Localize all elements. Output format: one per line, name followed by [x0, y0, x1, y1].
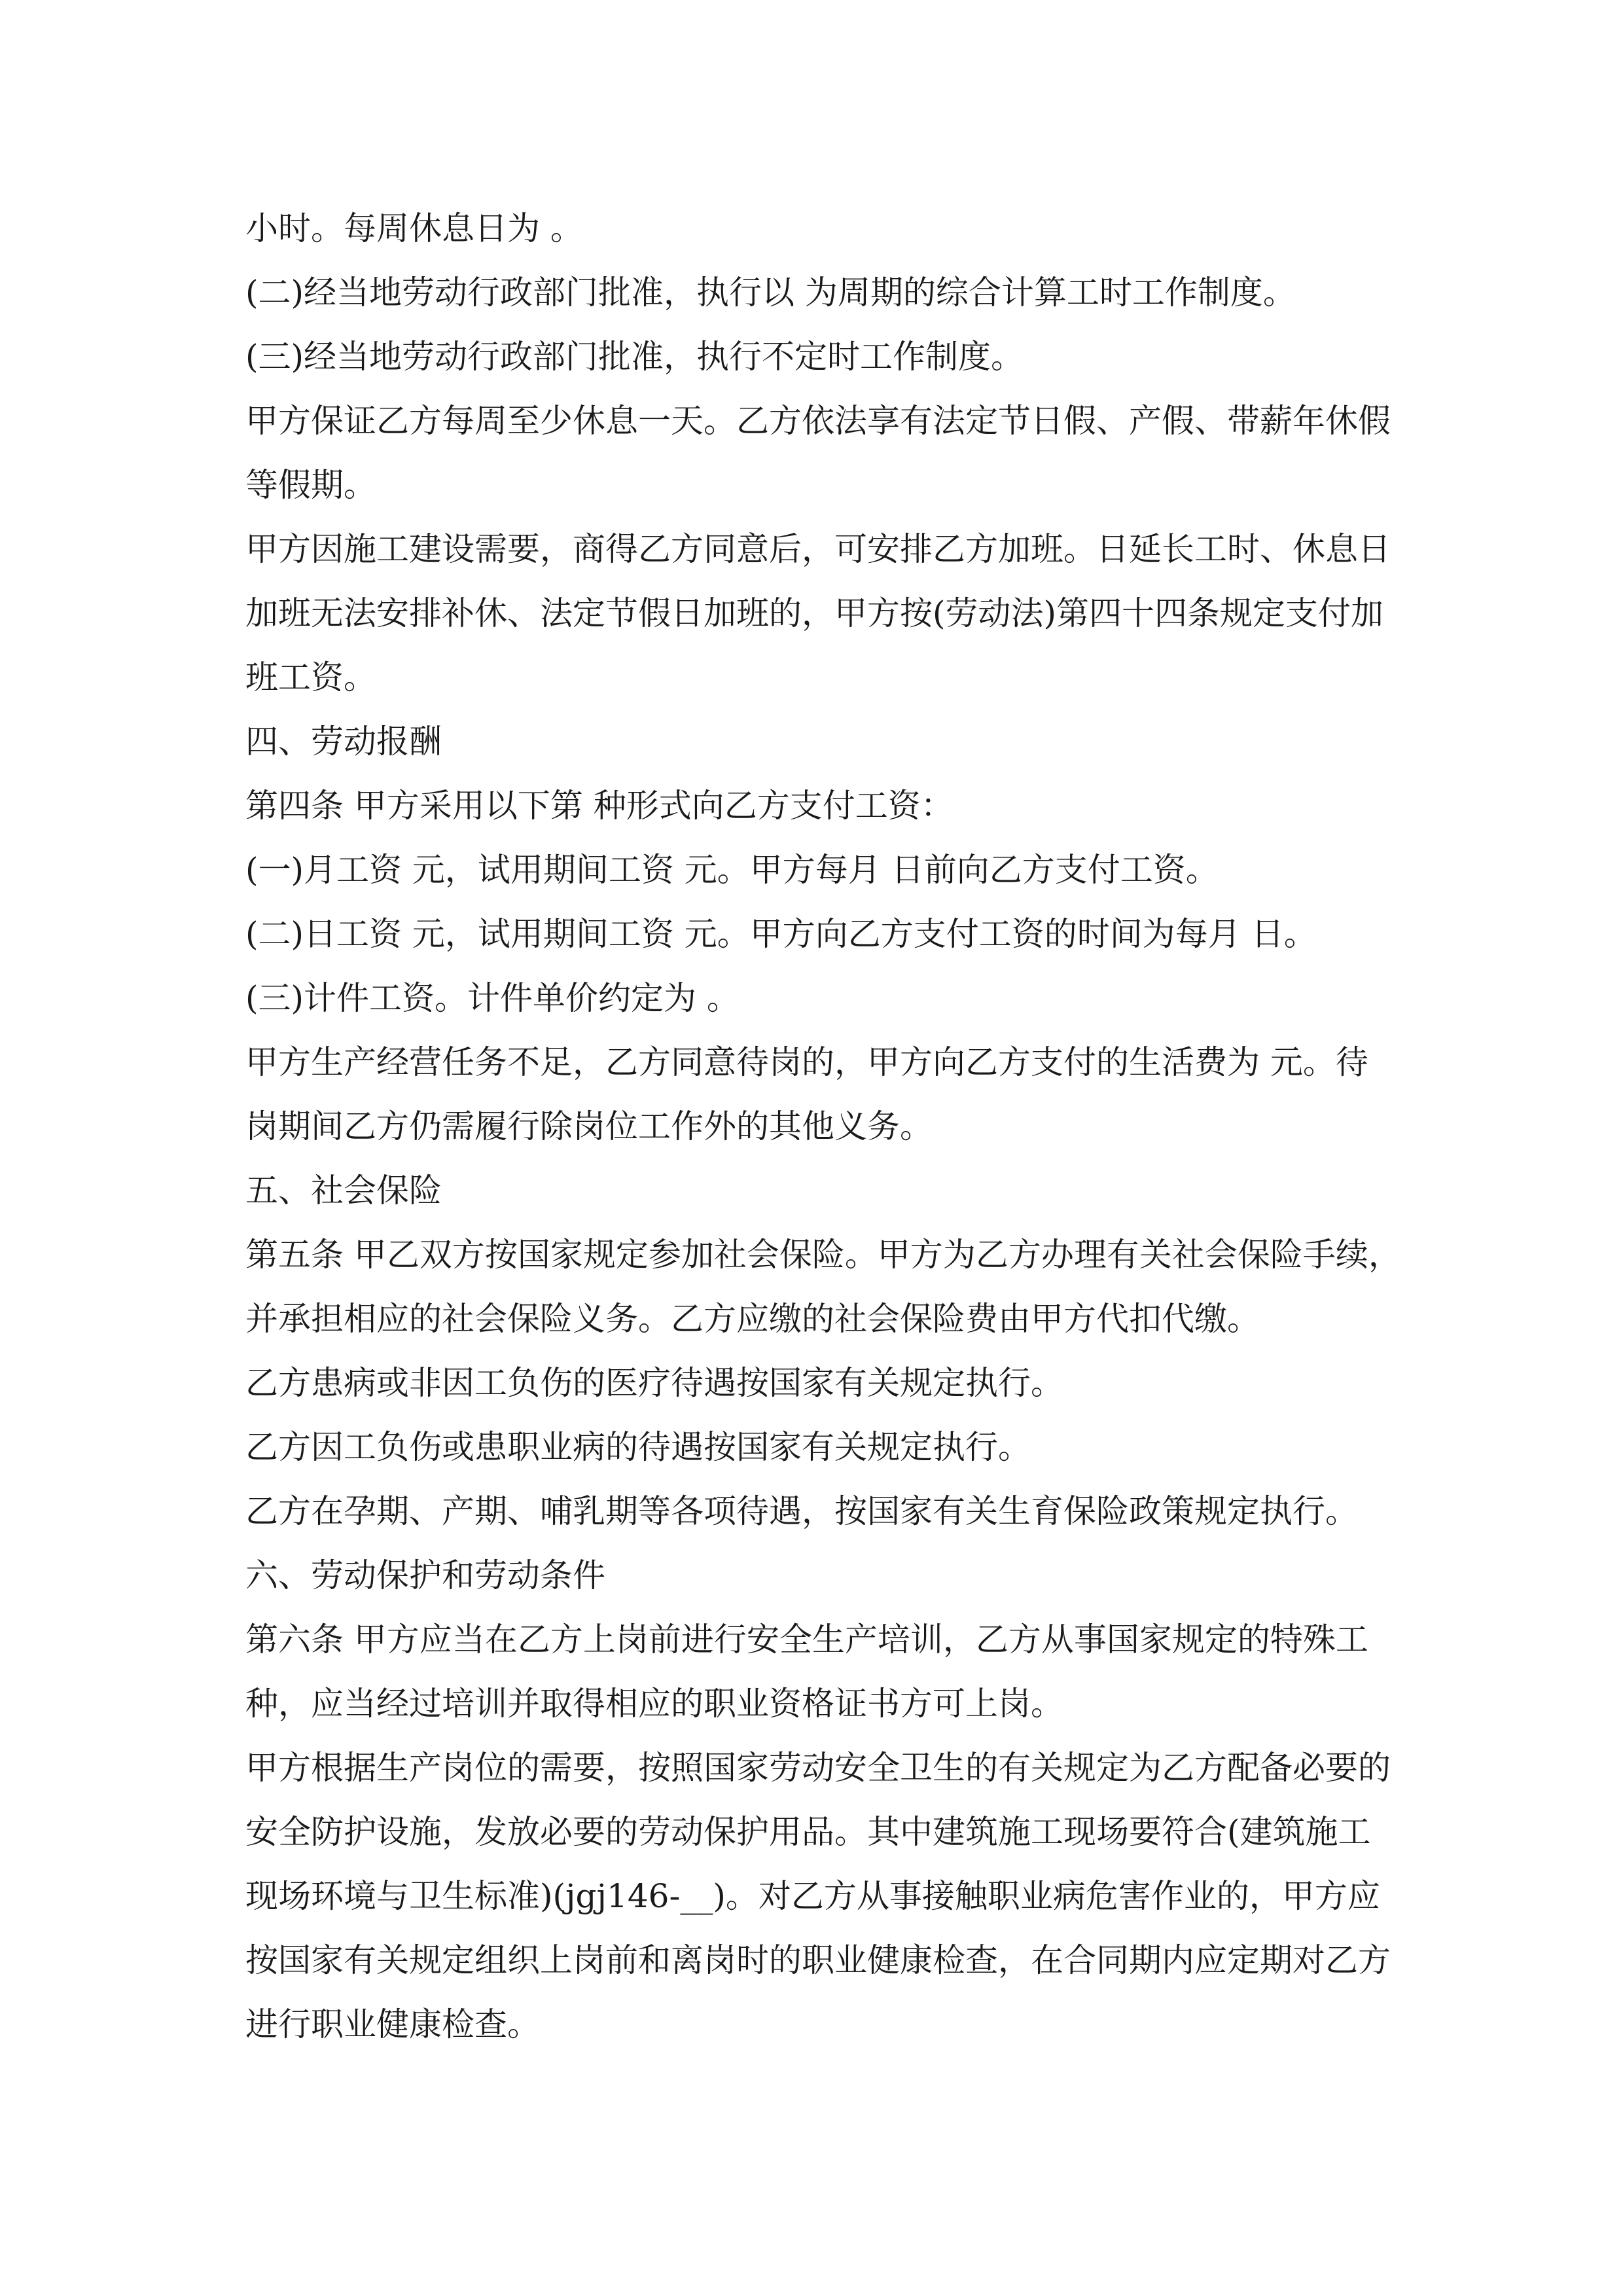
text-line: 第四条 甲方采用以下第 种形式向乙方支付工资： [245, 787, 954, 825]
document-body [245, 196, 1401, 2056]
text-line: (二)日工资 元，试用期间工资 元。甲方向乙方支付工资的时间为每月 日。 [245, 915, 1317, 953]
text-line: (三)经当地劳动行政部门批准，执行不定时工作制度。 [245, 338, 1024, 376]
text-line: 乙方在孕期、产期、哺乳期等各项待遇，按国家有关生育保险政策规定执行。 [245, 1492, 1358, 1530]
text-line: 等假期。 [245, 466, 376, 504]
section-heading: 四、劳动报酬 [245, 723, 442, 761]
text-line: 安全防护设施，发放必要的劳动保护用品。其中建筑施工现场要符合(建筑施工 [245, 1813, 1371, 1851]
text-line: 按国家有关规定组织上岗前和离岗时的职业健康检查，在合同期内应定期对乙方 [245, 1941, 1391, 1979]
text-line: (一)月工资 元，试用期间工资 元。甲方每月 日前向乙方支付工资。 [245, 851, 1219, 889]
text-line: 乙方患病或非因工负伤的医疗待遇按国家有关规定执行。 [245, 1364, 1063, 1402]
text-line: 第五条 甲乙双方按国家规定参加社会保险。甲方为乙方办理有关社会保险手续， [245, 1236, 1401, 1274]
text-line: 乙方因工负伤或患职业病的待遇按国家有关规定执行。 [245, 1428, 1031, 1466]
text-line: (三)计件工资。计件单价约定为 。 [245, 979, 740, 1017]
text-line: 并承担相应的社会保险义务。乙方应缴的社会保险费由甲方代扣代缴。 [245, 1300, 1260, 1338]
text-line: 岗期间乙方仍需履行除岗位工作外的其他义务。 [245, 1107, 933, 1145]
text-line: 种，应当经过培训并取得相应的职业资格证书方可上岗。 [245, 1685, 1063, 1723]
text-line: 甲方保证乙方每周至少休息一天。乙方依法享有法定节日假、产假、带薪年休假 [245, 402, 1391, 440]
text-line: 甲方根据生产岗位的需要，按照国家劳动安全卫生的有关规定为乙方配备必要的 [245, 1749, 1391, 1787]
section-heading: 五、社会保险 [245, 1172, 442, 1210]
text-line: 班工资。 [245, 658, 376, 696]
text-line: 进行职业健康检查。 [245, 2005, 540, 2043]
text-line: 甲方生产经营任务不足，乙方同意待岗的，甲方向乙方支付的生活费为 元。待 [245, 1043, 1368, 1081]
text-line: 第六条 甲方应当在乙方上岗前进行安全生产培训，乙方从事国家规定的特殊工 [245, 1621, 1368, 1659]
text-line: 现场环境与卫生标准)(jgj146-__)。对乙方从事接触职业病危害作业的，甲方应 [245, 1877, 1380, 1915]
text-line: 加班无法安排补休、法定节假日加班的，甲方按(劳动法)第四十四条规定支付加 [245, 594, 1384, 632]
text-line: (二)经当地劳动行政部门批准，执行以 为周期的综合计算工时工作制度。 [245, 274, 1296, 312]
text-line: 小时。每周休息日为 。 [245, 209, 583, 247]
section-heading: 六、劳动保护和劳动条件 [245, 1556, 605, 1594]
text-line: 甲方因施工建设需要，商得乙方同意后，可安排乙方加班。日延长工时、休息日 [245, 530, 1391, 568]
